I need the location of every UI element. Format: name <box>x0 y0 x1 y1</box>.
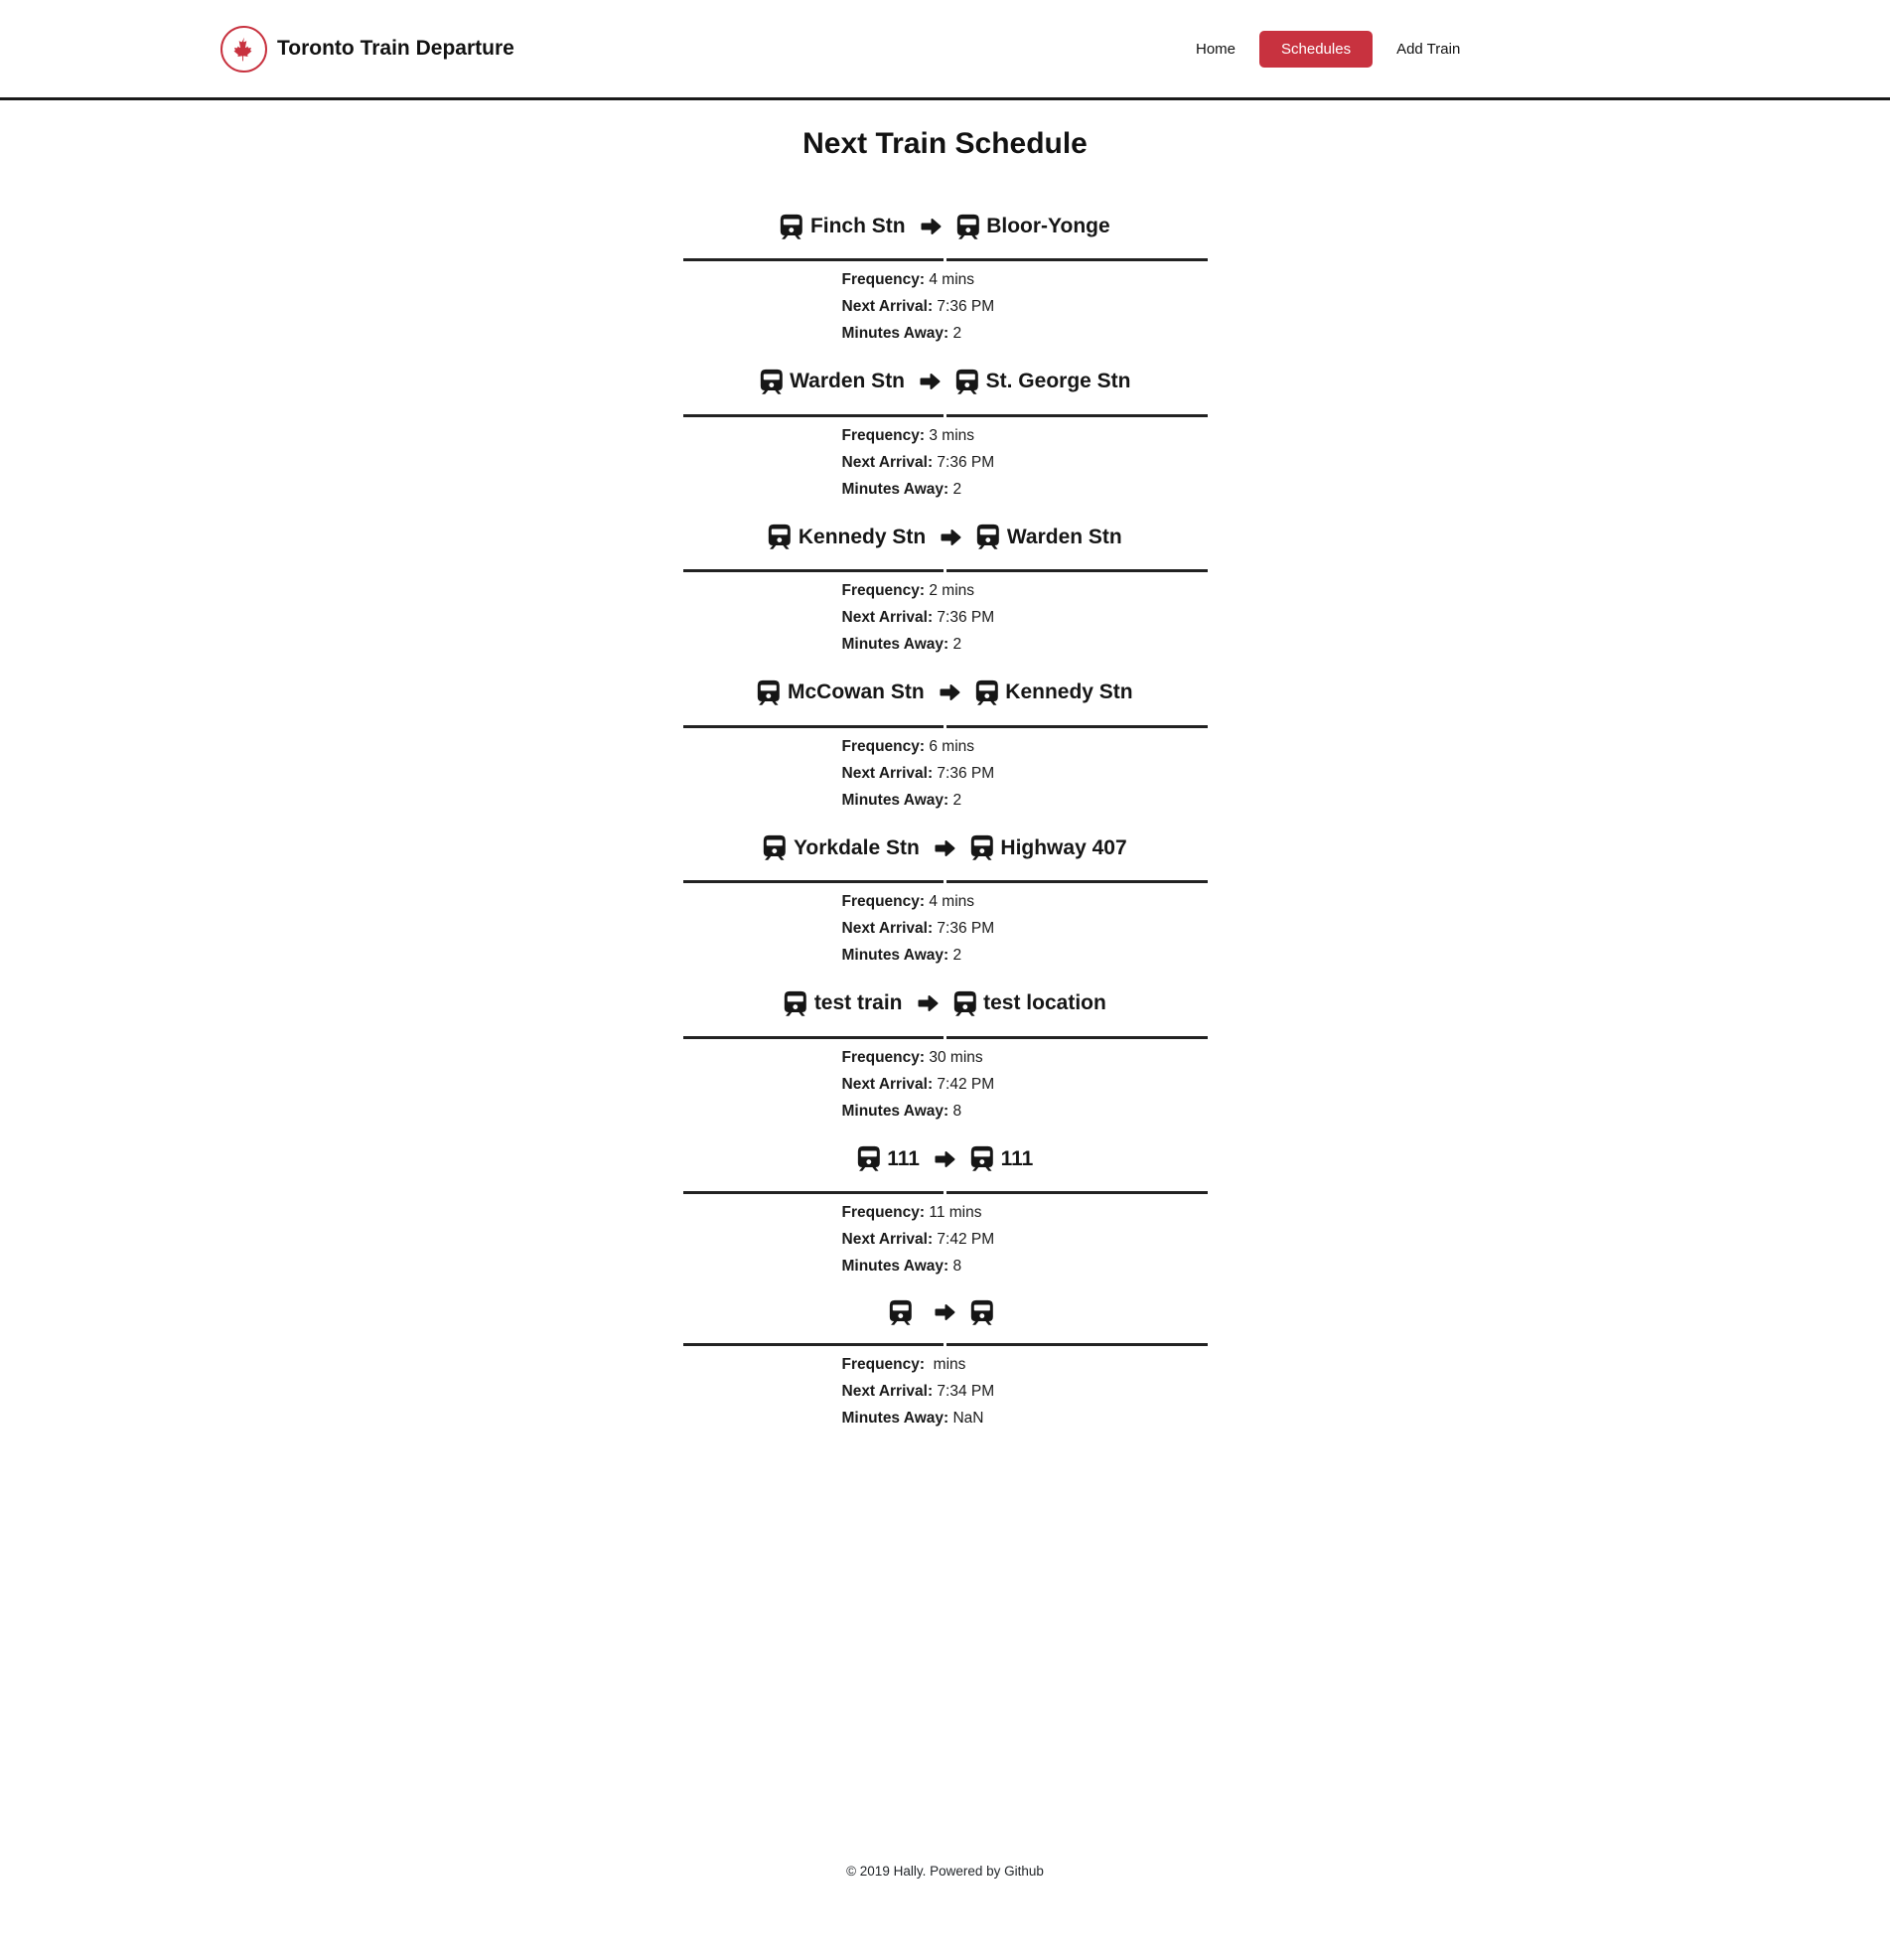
minutes-away-value: NaN <box>952 1410 984 1428</box>
origin-station: McCowan Stn <box>787 680 925 704</box>
next-arrival-row <box>842 1231 1208 1248</box>
frequency-row <box>842 738 1208 755</box>
train-icon <box>780 214 803 240</box>
frequency-value: 3 mins <box>929 426 975 444</box>
next-arrival-label: Next Arrival: <box>841 609 934 627</box>
train-icon <box>970 1145 994 1172</box>
minutes-away-row <box>842 636 1208 653</box>
schedule-details <box>683 1049 1208 1120</box>
divider <box>683 880 1208 883</box>
schedule-card <box>683 523 1208 653</box>
schedule-details <box>683 738 1208 809</box>
schedule-details <box>683 271 1208 342</box>
frequency-label: Frequency: <box>841 1048 926 1066</box>
next-arrival-row <box>842 454 1208 471</box>
train-icon <box>768 524 792 550</box>
arrow-right-icon <box>919 372 942 391</box>
train-icon <box>784 990 807 1017</box>
next-arrival-label: Next Arrival: <box>841 1230 934 1248</box>
main-nav <box>1188 0 1460 97</box>
next-arrival-label: Next Arrival: <box>841 1383 934 1401</box>
origin-station: Finch Stn <box>809 215 906 237</box>
route-title <box>683 988 1208 1018</box>
frequency-row <box>842 893 1208 910</box>
maple-leaf-logo-icon <box>220 26 267 73</box>
arrow-right-icon <box>939 682 961 702</box>
route-title <box>683 212 1208 241</box>
next-arrival-row <box>842 298 1208 315</box>
train-icon <box>953 990 977 1017</box>
minutes-away-label: Minutes Away: <box>841 1257 949 1275</box>
destination-station: Kennedy Stn <box>1005 680 1133 704</box>
next-arrival-value: 7:36 PM <box>937 609 995 627</box>
divider <box>683 1036 1208 1039</box>
arrow-right-icon <box>940 528 962 547</box>
schedule-card <box>683 833 1208 964</box>
nav-home-link[interactable]: Home <box>1196 40 1236 58</box>
origin-station: 111 <box>887 1146 920 1170</box>
app-footer <box>0 1864 1890 1894</box>
train-icon <box>763 834 787 861</box>
minutes-away-value: 8 <box>952 1102 962 1120</box>
nav-schedules-button[interactable]: Schedules <box>1259 31 1373 68</box>
minutes-away-label: Minutes Away: <box>841 1102 949 1120</box>
schedule-details <box>683 893 1208 964</box>
minutes-away-label: Minutes Away: <box>841 480 949 498</box>
schedule-details <box>683 582 1208 653</box>
frequency-row <box>842 271 1208 288</box>
minutes-away-label: Minutes Away: <box>841 636 949 654</box>
frequency-row <box>842 582 1208 599</box>
minutes-away-value: 8 <box>952 1257 962 1275</box>
schedule-details <box>683 1204 1208 1275</box>
schedule-details <box>683 1356 1208 1427</box>
destination-station: Highway 407 <box>1000 835 1127 859</box>
divider <box>683 1343 1208 1346</box>
route-title <box>683 833 1208 863</box>
next-arrival-value: 7:36 PM <box>937 453 995 471</box>
main-content <box>0 128 1890 1427</box>
minutes-away-value: 2 <box>952 325 962 343</box>
destination-station: 111 <box>1000 1146 1034 1170</box>
frequency-row <box>842 1204 1208 1221</box>
route-title <box>683 678 1208 707</box>
minutes-away-value: 2 <box>952 480 962 498</box>
frequency-row <box>842 1356 1208 1373</box>
schedule-card <box>683 678 1208 808</box>
frequency-label: Frequency: <box>841 582 926 600</box>
divider <box>683 569 1208 572</box>
frequency-value: 4 mins <box>929 271 975 289</box>
train-icon <box>889 1299 913 1326</box>
route-title <box>683 1299 1208 1326</box>
frequency-label: Frequency: <box>841 1203 926 1221</box>
next-arrival-row <box>842 765 1208 782</box>
brand-home-link[interactable] <box>220 0 514 97</box>
arrow-right-icon <box>920 217 943 236</box>
destination-station: test location <box>983 991 1106 1015</box>
frequency-row <box>842 1049 1208 1066</box>
page-title: Next Train Schedule <box>802 127 1088 160</box>
app-header <box>0 0 1890 100</box>
next-arrival-label: Next Arrival: <box>841 298 934 316</box>
train-icon <box>970 834 994 861</box>
next-arrival-label: Next Arrival: <box>841 764 934 782</box>
arrow-right-icon <box>934 1149 956 1169</box>
divider <box>683 1191 1208 1194</box>
frequency-label: Frequency: <box>841 893 926 911</box>
arrow-right-icon <box>917 993 940 1013</box>
brand-title: Toronto Train Departure <box>277 37 514 60</box>
minutes-away-row <box>842 481 1208 498</box>
frequency-value: 11 mins <box>929 1203 982 1221</box>
next-arrival-value: 7:36 PM <box>937 920 995 938</box>
frequency-row <box>842 427 1208 444</box>
minutes-away-row <box>842 792 1208 809</box>
minutes-away-row <box>842 1258 1208 1275</box>
schedule-card <box>683 1144 1208 1275</box>
destination-station: Warden Stn <box>1006 525 1122 548</box>
arrow-right-icon <box>934 1302 956 1322</box>
train-icon <box>956 214 980 240</box>
train-icon <box>857 1145 881 1172</box>
origin-station: Yorkdale Stn <box>793 835 920 859</box>
frequency-label: Frequency: <box>841 426 926 444</box>
frequency-value: 6 mins <box>929 737 975 755</box>
next-arrival-row <box>842 1076 1208 1093</box>
destination-station: St. George Stn <box>985 370 1131 393</box>
minutes-away-row <box>842 947 1208 964</box>
minutes-away-value: 2 <box>952 636 962 654</box>
minutes-away-label: Minutes Away: <box>841 947 949 965</box>
route-title <box>683 1144 1208 1174</box>
next-arrival-row <box>842 609 1208 626</box>
route-title <box>683 367 1208 396</box>
origin-station: Kennedy Stn <box>798 525 927 548</box>
minutes-away-label: Minutes Away: <box>841 1410 949 1428</box>
frequency-label: Frequency: <box>841 1356 926 1374</box>
origin-station: Warden Stn <box>790 370 906 393</box>
next-arrival-label: Next Arrival: <box>841 1075 934 1093</box>
minutes-away-row <box>842 325 1208 342</box>
nav-add-train-link[interactable]: Add Train <box>1396 40 1461 58</box>
divider <box>683 725 1208 728</box>
minutes-away-label: Minutes Away: <box>841 791 949 809</box>
next-arrival-value: 7:36 PM <box>937 764 995 782</box>
next-arrival-label: Next Arrival: <box>841 920 934 938</box>
next-arrival-row <box>842 920 1208 937</box>
train-icon <box>757 679 781 706</box>
minutes-away-label: Minutes Away: <box>841 325 949 343</box>
schedule-details <box>683 427 1208 498</box>
frequency-label: Frequency: <box>841 271 926 289</box>
train-icon <box>975 679 999 706</box>
divider <box>683 258 1208 261</box>
schedule-card <box>683 367 1208 497</box>
train-icon <box>955 369 979 395</box>
schedule-card <box>683 1299 1208 1427</box>
minutes-away-row <box>842 1410 1208 1427</box>
minutes-away-value: 2 <box>952 791 962 809</box>
next-arrival-row <box>842 1383 1208 1400</box>
frequency-value: mins <box>929 1356 966 1374</box>
copyright-text: © 2019 Hally. Powered by Github <box>846 1864 1044 1880</box>
arrow-right-icon <box>934 838 956 858</box>
train-icon <box>976 524 1000 550</box>
divider <box>683 414 1208 417</box>
train-icon <box>970 1299 994 1326</box>
schedule-card <box>683 988 1208 1119</box>
train-icon <box>760 369 784 395</box>
frequency-value: 30 mins <box>929 1048 983 1066</box>
origin-station: test train <box>813 991 903 1015</box>
next-arrival-value: 7:42 PM <box>937 1075 995 1093</box>
frequency-label: Frequency: <box>841 737 926 755</box>
next-arrival-value: 7:36 PM <box>937 298 995 316</box>
next-arrival-value: 7:34 PM <box>937 1383 995 1401</box>
destination-station: Bloor-Yonge <box>986 215 1110 237</box>
schedule-card <box>683 212 1208 342</box>
next-arrival-value: 7:42 PM <box>937 1230 995 1248</box>
frequency-value: 4 mins <box>929 893 975 911</box>
next-arrival-label: Next Arrival: <box>841 453 934 471</box>
minutes-away-row <box>842 1103 1208 1120</box>
minutes-away-value: 2 <box>952 947 962 965</box>
frequency-value: 2 mins <box>929 582 975 600</box>
schedule-list <box>0 212 1890 1427</box>
route-title <box>683 523 1208 552</box>
